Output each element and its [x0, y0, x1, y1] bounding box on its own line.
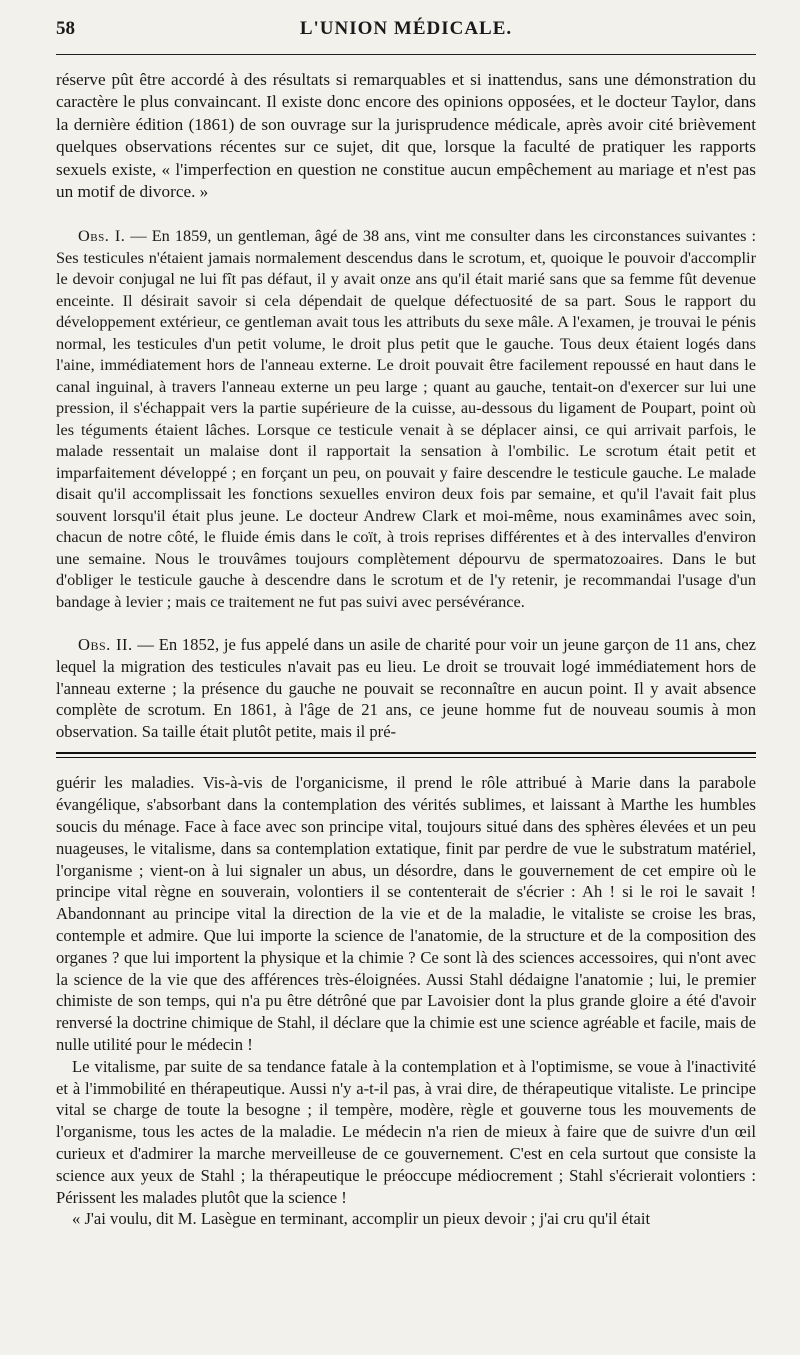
header-rule — [56, 54, 756, 55]
feuilleton-paragraph-1: guérir les maladies. Vis-à-vis de l'organicisme, il prend le rôle attribué à Marie dans la parabole évangélique, s'absorbant dans la contemplation des vérités sublimes, et laissant à Marthe les humbles soucis du ménage. Face à face avec son principe vital, toujours situé dans des sphères élevées et un peu nuageuses, le vitalisme, dans sa contemplation extatique, finit par perdre de vue le substratum matériel, l'organisme ; vient-on à lui signaler un abus, un désordre, dans le gouvernement de cet empire où le principe vital règne en souverain, volontiers il se contenterait de s'écrier : Ah ! si le roi le savait ! Abandonnant au principe vital la direction de la vie et de la maladie, le vitaliste se croise les bras, contemple et admire. Que lui importe la science de l'anatomie, de la structure et de la composition des organes ? que lui importent la physique et la chimie ? Ce sont là des sciences accessoires, qui n'ont avec la science de la vie que des afférences très-éloignées. Aussi Stahl dédaigne l'anatomie ; lui, le premier chimiste de son temps, qui n'a pu être détrôné que par Lavoisier dont la plus grande gloire a été d'avoir renversé la doctrine chimique de Stahl, il déclare que la chimie est une science agréable et facile, mais de nulle utilité pour le médecin ! — [56, 773, 756, 1054]
obs2-label: Obs. II. — [78, 635, 133, 655]
main-article — [56, 69, 756, 742]
feuilleton-paragraph-2: Le vitalisme, par suite de sa tendance fatale à la contemplation et à l'optimisme, se voue à l'inactivité et à l'immobilité en thérapeutique. Aussi n'y a-t-il pas, à vrai dire, de thérapeutique vitaliste. Le principe vital se charge de toute la besogne ; il tempère, modère, règle et gouverne tous les mouvements de l'organisme, tous les actes de la maladie. Le médecin n'a rien de mieux à faire que de suivre d'un œil curieux et d'admirer la marche merveilleuse de ce gouvernement. C'est en cela surtout que consiste la science aux yeux de Stahl ; la thérapeutique le préoccupe médiocrement ; Stahl s'écrierait volontiers : Périssent les malades plutôt que la science ! — [56, 1056, 756, 1207]
page-number: 58 — [56, 18, 75, 39]
obs2-text: — En 1852, je fus appelé dans un asile de charité pour voir un jeune garçon de 11 ans, chez lequel la migration des testicules n'avait pas eu lieu. Le droit se trouvait logé immédiatement hors de l'anneau externe ; la présence du gauche ne pouvait se reconnaître en aucun point. Il y avait absence complète de scrotum. En 1861, à l'âge de 21 ans, ce jeune homme fut de nouveau soumis à mon observation. Sa taille était plutôt petite, mais il pré- — [56, 635, 756, 741]
running-title: L'UNION MÉDICALE. — [299, 18, 513, 39]
feuilleton-paragraph-3: « J'ai voulu, dit M. Lasègue en terminant, accomplir un pieux devoir ; j'ai cru qu'il était — [72, 1209, 651, 1229]
feuilleton-section — [56, 772, 756, 1230]
intro-paragraph: réserve pût être accordé à des résultats si remarquables et si inattendus, sans une démonstration du caractère le plus convaincant. Il existe donc encore des opinions opposées, et le docteur Taylor, dans la dernière édition (1861) de son ouvrage sur la jurisprudence médicale, après avoir cité brièvement quelques observations récentes sur ce sujet, dit que, lorsque la faculté de pratiquer les rapports sexuels existe, « l'imperfection en question ne constitue aucun empêchement au mariage et n'est pas un motif de divorce. » — [56, 70, 756, 202]
observation-2 — [56, 634, 756, 742]
obs1-label: Obs. I. — [78, 226, 126, 246]
observation-1 — [56, 225, 756, 612]
feuilleton-divider — [56, 752, 756, 758]
page-header — [56, 18, 756, 48]
obs1-text: — En 1859, un gentleman, âgé de 38 ans, vint me consulter dans les circonstances suivantes : Ses testicules n'étaient jamais normalement descendus dans le scrotum, et, quoique le pouvoir d'accomplir le devoir conjugal ne lui fît pas défaut, il y avait onze ans qu'il était marié sans que sa femme fût devenue enceinte. Il désirait savoir si cela dépendait de quelque défectuosité de sa part. Sous le rapport du développement extérieur, ce gentleman avait tous les attributs du sexe mâle. A l'examen, je trouvai le pénis normal, les testicules d'un petit volume, le droit plus petit que le gauche. Tous deux étaient logés dans l'aine, immédiatement hors de l'anneau externe. Le droit pouvait être facilement repoussé en haut dans le canal inguinal, à travers l'anneau externe un peu large ; quant au gauche, tentait-on d'exercer sur lui une pression, il s'échappait vers la partie supérieure de la cuisse, au-dessous du ligament de Poupart, point où les téguments étaient lâches. Lorsque ce testicule venait à se déplacer ainsi, ce qui arrivait parfois, le malade ressentait un malaise dont il rapportait la sensation à l'ombilic. Le scrotum était petit et imparfaitement développé ; en forçant un peu, on pouvait y faire descendre le testicule gauche. Le malade disait qu'il accomplissait les fonctions sexuelles environ deux fois par semaine, et qu'il l'avait fait plus souvent lorsqu'il était plus jeune. Le docteur Andrew Clark et moi-même, nous examinâmes avec soin, chacun de notre côté, le fluide émis dans le coït, à trois reprises différentes et à des intervalles d'environ une semaine. Nous le trouvâmes toujours complètement dépourvu de spermatozoaires. Dans le but d'obliger le testicule gauche à descendre dans le scrotum et de l'y retenir, je recommandai l'usage d'un bandage à levier ; mais ce traitement ne fut pas suivi avec persévérance. — [56, 226, 756, 611]
